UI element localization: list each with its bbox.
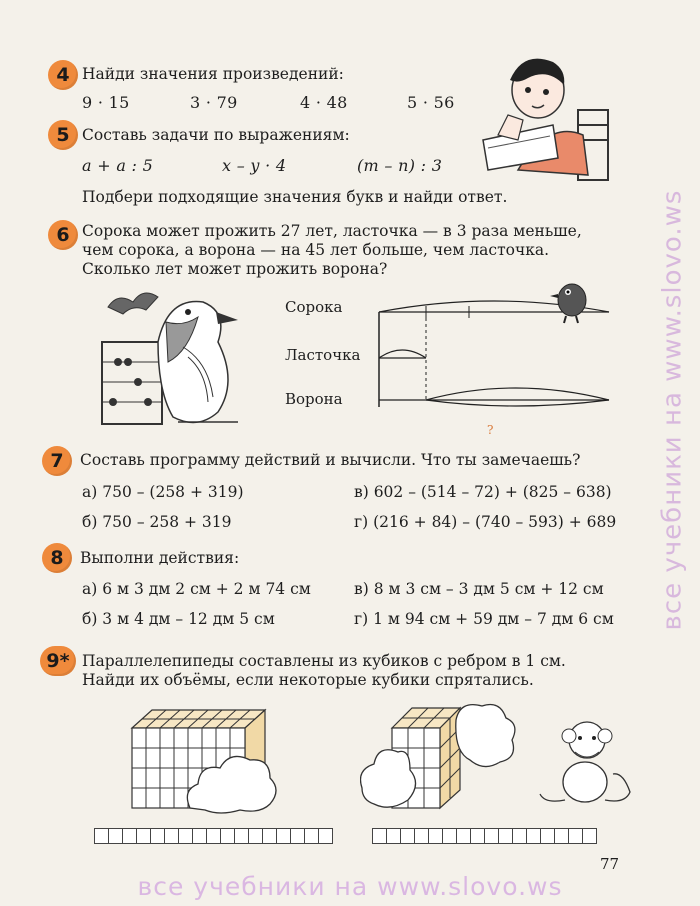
question-mark: ? [487, 423, 494, 437]
task-7-item-b: б) 750 – 258 + 319 [82, 513, 232, 531]
task-6-badge: 6 [48, 220, 78, 250]
task-5-note: Подбери подходящие значения букв и найди ответ. [82, 188, 508, 206]
task-6-line-3: Сколько лет может прожить ворона? [82, 260, 388, 278]
task-4-expr-2: 3 · 79 [190, 93, 238, 112]
task-8-item-a: а) 6 м 3 дм 2 см + 2 м 74 см [82, 580, 311, 598]
task-4-expr-1: 9 · 15 [82, 93, 130, 112]
task-7-badge: 7 [42, 446, 72, 476]
task-9-text [82, 652, 618, 690]
label-vorona: Ворона [285, 390, 343, 408]
task-8-item-b: б) 3 м 4 дм – 12 дм 5 см [82, 610, 275, 628]
task-4-badge: 4 [48, 60, 78, 90]
small-bird-illustration [550, 276, 594, 324]
task-8-badge: 8 [42, 543, 72, 573]
task-5-expr-2: x – y · 4 [222, 156, 287, 175]
task-9-badge: 9* [40, 646, 76, 676]
task-5-expr-3: (m – n) : 3 [357, 156, 443, 175]
task-5-badge: 5 [48, 120, 78, 150]
label-lastochka: Ласточка [285, 346, 361, 364]
answer-cells-1[interactable] [94, 828, 332, 844]
label-soroka: Сорока [285, 298, 343, 316]
task-9-line-2: Найди их объёмы, если некоторые кубики спрятались. [82, 671, 534, 689]
task-8-item-g: г) 1 м 94 см + 59 дм – 7 дм 6 см [354, 610, 614, 628]
page-number: 77 [600, 855, 620, 873]
task-6-line-1: Сорока может прожить 27 лет, ласточка — в 3 раза меньше, [82, 222, 582, 240]
task-9-line-1: Параллелепипеды составлены из кубиков с ребром в 1 см. [82, 652, 566, 670]
task-4-expr-3: 4 · 48 [300, 93, 348, 112]
bottom-watermark: все учебники на www.slovo.ws [137, 872, 563, 901]
task-6-line-2: чем сорока, а ворона — на 45 лет больше, чем ласточка. [82, 241, 550, 259]
answer-cells-2[interactable] [372, 828, 596, 844]
task-5-expr-1: a + a : 5 [82, 156, 154, 175]
parallelepiped-1-illustration [120, 700, 280, 815]
task-8-text: Выполни действия: [80, 549, 240, 567]
side-watermark-text: все учебники на www.slovo.ws [657, 189, 688, 631]
task-7-item-v: в) 602 – (514 – 72) + (825 – 638) [354, 483, 612, 501]
birds-abacus-illustration [88, 282, 248, 432]
task-7-text: Составь программу действий и вычисли. Что ты замечаешь? [80, 451, 581, 469]
task-4-text: Найди значения произведений: [82, 65, 344, 83]
girl-at-desk-illustration [478, 40, 628, 185]
side-watermark [652, 40, 692, 780]
task-5-text: Составь задачи по выражениям: [82, 126, 350, 144]
task-6-text [82, 222, 618, 279]
task-4-expr-4: 5 · 56 [407, 93, 455, 112]
task-7-item-a: а) 750 – (258 + 319) [82, 483, 244, 501]
parallelepiped-2-illustration [360, 700, 530, 815]
task-8-item-v: в) 8 м 3 см – 3 дм 5 см + 12 см [354, 580, 604, 598]
task-7-item-g: г) (216 + 84) – (740 – 593) + 689 [354, 513, 617, 531]
monkey-illustration [535, 712, 635, 807]
